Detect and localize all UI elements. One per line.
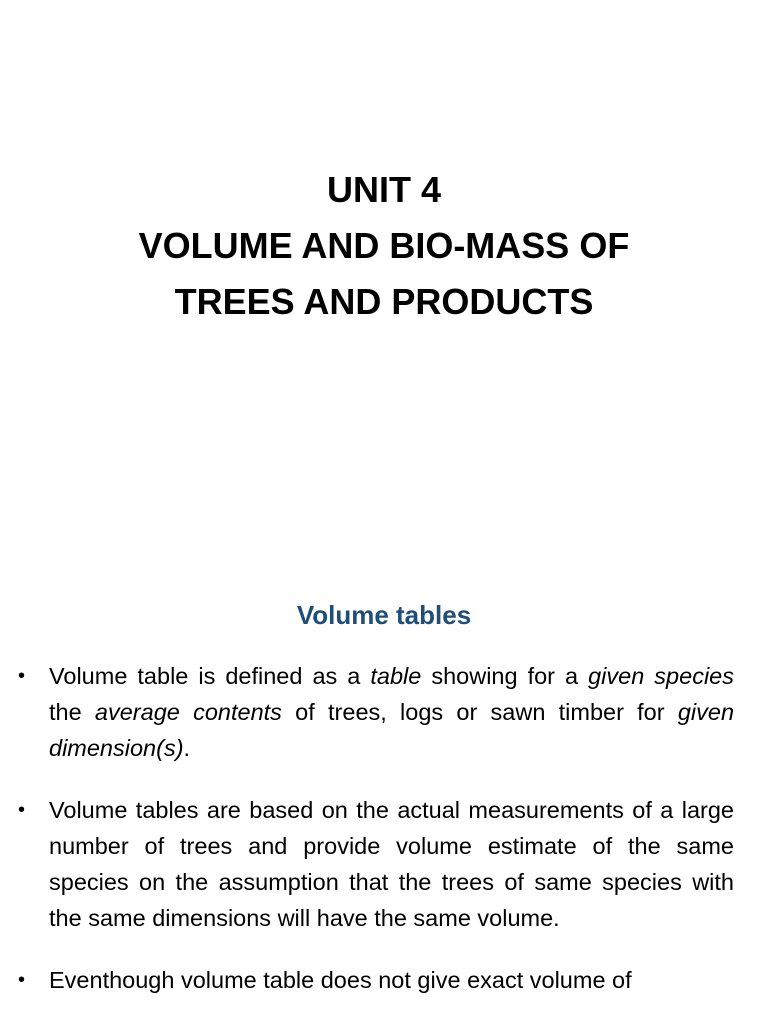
title-line-unit: UNIT 4: [326, 169, 441, 210]
bullet-item: [0, 658, 768, 766]
bullet-emphasis-text: average contents: [94, 699, 282, 725]
bullet-text: Volume tables are based on the actual measurements of a large number of trees and provide volume estimate of the same species on the assumption that the trees of same species with the same dimensions will have the same volume.: [49, 797, 734, 931]
bullet-item: [0, 962, 768, 998]
bullet-text: Volume table is defined as a: [49, 663, 371, 689]
bullet-emphasis-text: given species: [588, 663, 734, 689]
bullet-text: the: [49, 699, 95, 725]
bullet-dot: •: [18, 665, 26, 687]
bullet-text: .: [183, 735, 191, 761]
bullet-list: [0, 658, 768, 1024]
content-slide: [0, 576, 768, 1024]
bullet-emphasis-text: table: [370, 663, 422, 689]
bullet-emphasis-text: given dimension(s): [49, 699, 735, 761]
bullet-dot: •: [18, 969, 26, 991]
bullet-item: [0, 792, 768, 936]
section-heading: Volume tables: [296, 600, 472, 630]
title-line-subject: TREES AND PRODUCTS: [174, 281, 594, 322]
bullet-text: showing for a: [421, 663, 589, 689]
bullet-text: of trees, logs or sawn timber for: [281, 699, 678, 725]
bullet-text: Eventhough volume table does not give exact volume of: [49, 967, 632, 993]
bullet-dot: •: [18, 799, 26, 821]
slide-title: [0, 162, 768, 330]
title-line-topic: VOLUME AND BIO-MASS OF: [138, 225, 630, 266]
